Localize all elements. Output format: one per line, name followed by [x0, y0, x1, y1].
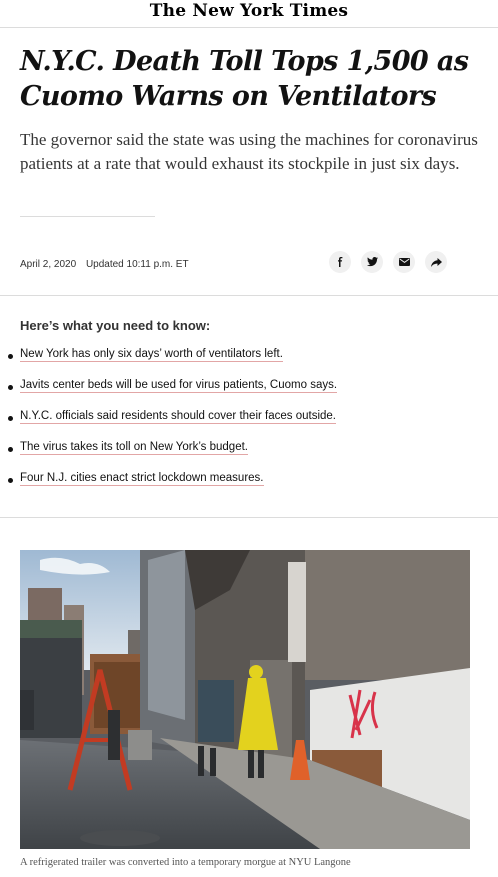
need-to-know-link[interactable]: Javits center beds will be used for virus patients, Cuomo says.	[20, 379, 338, 391]
facebook-icon	[335, 257, 345, 267]
summary-divider	[20, 216, 155, 217]
article-headline: N.Y.C. Death Toll Tops 1,500 as Cuomo Warns on Ventilators	[20, 46, 469, 112]
need-to-know-link[interactable]: N.Y.C. officials said residents should cover their faces outside.	[20, 410, 336, 422]
photo-caption: A refrigerated trailer was converted into a temporary morgue at NYU Langone	[20, 857, 351, 868]
bullet-icon	[8, 416, 13, 421]
twitter-icon	[367, 257, 378, 267]
section-divider	[0, 517, 498, 518]
lead-photo[interactable]	[20, 550, 470, 849]
facebook-share-button[interactable]	[329, 251, 351, 273]
more-share-button[interactable]	[425, 251, 447, 273]
need-to-know-title: Here’s what you need to know:	[20, 318, 211, 333]
masthead-logo[interactable]: The New York Times	[149, 1, 349, 21]
masthead[interactable]	[0, 0, 498, 28]
bullet-icon	[8, 385, 13, 390]
lead-photo-image	[20, 550, 470, 849]
section-divider	[0, 295, 498, 296]
email-icon	[399, 258, 410, 266]
updated-time: Updated 10:11 p.m. ET	[85, 259, 189, 270]
need-to-know-link[interactable]: New York has only six days’ worth of ventilators left.	[20, 348, 283, 360]
article-dateline	[20, 259, 189, 270]
publish-date: April 2, 2020	[20, 259, 77, 270]
twitter-share-button[interactable]	[361, 251, 383, 273]
email-share-button[interactable]	[393, 251, 415, 273]
bullet-icon	[8, 478, 13, 483]
bullet-icon	[8, 354, 13, 359]
bullet-icon	[8, 447, 13, 452]
share-arrow-icon	[431, 258, 442, 267]
need-to-know-link[interactable]: The virus takes its toll on New York’s budget.	[20, 441, 248, 453]
article-summary: The governor said the state was using the machines for coronavirus patients at a rate that would exhaust its stockpile in just six days.	[20, 130, 478, 173]
need-to-know-link[interactable]: Four N.J. cities enact strict lockdown measures.	[20, 472, 264, 484]
